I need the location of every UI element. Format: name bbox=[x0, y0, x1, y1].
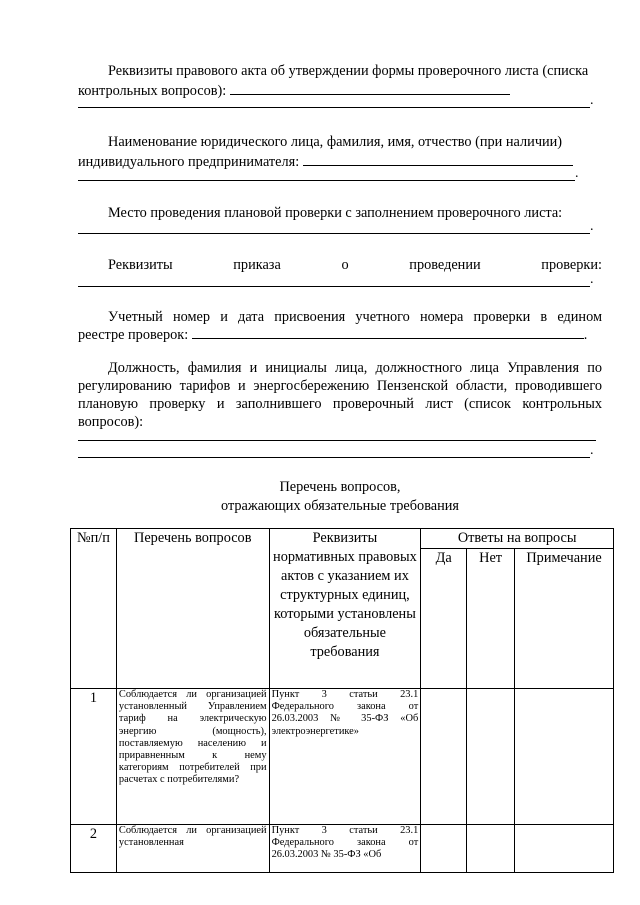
header-note: Примечание bbox=[515, 549, 614, 689]
field-inspection-place-dot: . bbox=[590, 219, 594, 234]
field-registry-number-row2 bbox=[78, 324, 602, 344]
row-2-no-cell[interactable] bbox=[467, 825, 515, 873]
field-registry-number-dot: . bbox=[583, 327, 588, 343]
field-legal-act-line[interactable] bbox=[78, 107, 590, 108]
row-1-yes-cell[interactable] bbox=[421, 689, 467, 825]
field-inspection-place-label: Место проведения плановой проверки с заполнением проверочного листа: bbox=[108, 205, 563, 221]
field-inspector-label: Должность, фамилия и инициалы лица, должностного лица Управления по регулированию тарифов и энергосбережению Пензенской области, проводившего плановую проверку и заполнившего проверочный лист (список контрольных вопросов): bbox=[78, 360, 602, 430]
table-row bbox=[71, 689, 614, 825]
field-order-requisites-dot: . bbox=[590, 272, 594, 287]
row-2-yes-cell[interactable] bbox=[421, 825, 467, 873]
row-1-no-cell[interactable] bbox=[467, 689, 515, 825]
field-order-requisites bbox=[78, 256, 602, 274]
checklist-table bbox=[70, 528, 614, 873]
row-1-requisite: Пункт 3 статьи 23.1 Федерального закона от 26.03.2003 № 35-ФЗ «Об электроэнергетике» bbox=[269, 689, 421, 825]
field-inspector-line-2[interactable] bbox=[78, 457, 590, 458]
row-1-question: Соблюдается ли организацией установленный Управлением тариф на электрическую энергию (мощность), поставляемую населению и приравненным к нему категориям потребителей при расчетах с потребителями? bbox=[116, 689, 269, 825]
header-requisites: Реквизиты нормативных правовых актов с указанием их структурных единиц, которыми установлены обязательные требования bbox=[269, 529, 421, 689]
field-inspector bbox=[78, 359, 602, 431]
field-inspection-place bbox=[78, 204, 602, 222]
field-entity-name-blank[interactable] bbox=[303, 151, 573, 166]
field-registry-number-label-2: реестре проверок: bbox=[78, 327, 189, 343]
header-yes: Да bbox=[421, 549, 467, 689]
field-order-requisites-line[interactable] bbox=[78, 286, 590, 287]
field-entity-name-label: Наименование юридического лица, фамилия, имя, отчество (при наличии) индивидуального предпринимателя: bbox=[78, 134, 563, 170]
row-1-num: 1 bbox=[71, 689, 117, 825]
field-order-requisites-label: Реквизиты приказа о проведении проверки: bbox=[108, 257, 602, 273]
header-no: Нет bbox=[467, 549, 515, 689]
row-2-question: Соблюдается ли организацией установленная bbox=[116, 825, 269, 873]
field-inspection-place-line[interactable] bbox=[78, 233, 590, 234]
row-1-note-cell[interactable] bbox=[515, 689, 614, 825]
field-registry-number-label-1: Учетный номер и дата присвоения учетного номера проверки в едином bbox=[108, 309, 602, 325]
field-registry-number-blank[interactable] bbox=[192, 324, 584, 339]
field-legal-act bbox=[78, 62, 602, 100]
field-legal-act-blank[interactable] bbox=[230, 80, 510, 95]
row-2-requisite: Пункт 3 статьи 23.1 Федерального закона от 26.03.2003 № 35-ФЗ «Об bbox=[269, 825, 421, 873]
field-legal-act-dot: . bbox=[590, 93, 594, 108]
field-entity-name-dot: . bbox=[575, 166, 579, 181]
table-row bbox=[71, 825, 614, 873]
field-entity-name-line[interactable] bbox=[78, 180, 575, 181]
field-inspector-dot: . bbox=[590, 443, 594, 458]
questions-heading-line1: Перечень вопросов, bbox=[279, 479, 401, 495]
row-2-note-cell[interactable] bbox=[515, 825, 614, 873]
header-answers: Ответы на вопросы bbox=[421, 529, 614, 549]
row-2-num: 2 bbox=[71, 825, 117, 873]
field-legal-act-label: Реквизиты правового акта об утверждении формы проверочного листа (списка контрольных вопросов): bbox=[78, 63, 589, 99]
questions-heading-line2: отражающих обязательные требования bbox=[221, 498, 459, 514]
header-num: №п/п bbox=[71, 529, 117, 689]
header-questions: Перечень вопросов bbox=[116, 529, 269, 689]
field-inspector-line-1[interactable] bbox=[78, 440, 596, 441]
field-entity-name bbox=[78, 133, 602, 171]
